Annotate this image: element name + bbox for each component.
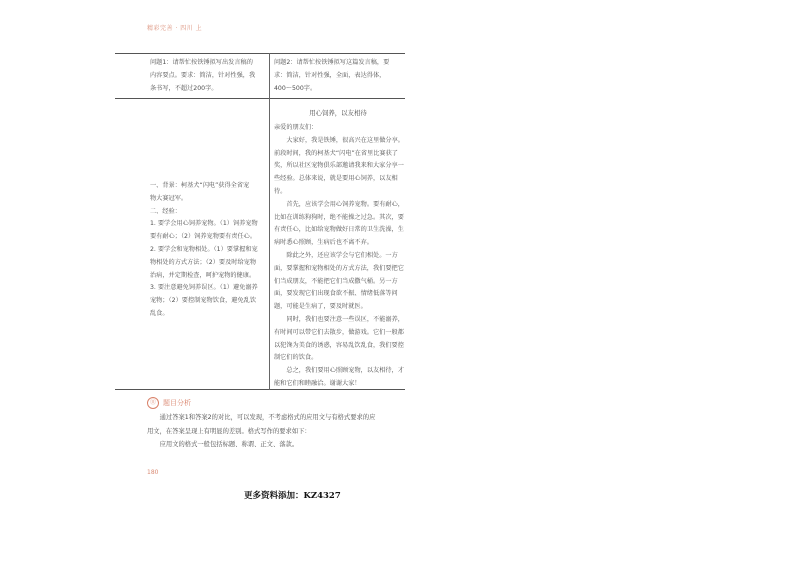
outline-line: 要有耐心；（2）饲养宠物要有责任心。 xyxy=(150,233,257,241)
table-row-rule xyxy=(115,98,405,99)
analysis-line: 通过答案1和答案2的对比，可以发现，不考虑格式的应用文与有格式要求的应 xyxy=(159,414,376,421)
speech-paragraph: 首先，应该学会用心饲养宠物。要有耐心，比如在训练狗狗时，绝不能操之过急。其次，要有责任心，比如给宠物做好日常的卫生洗澡，生病时悉心照顾，生病后也不离不弃。 xyxy=(274,200,404,247)
outline-line: 物大赛冠军。 xyxy=(150,194,188,202)
outline-line: 宠物；（2）要控制宠物饮食，避免乱饮 xyxy=(150,297,257,305)
outline-line: 一、背景：柯基犬“闪电”获得全省宠 xyxy=(150,182,250,189)
speech-salutation: 亲爱的朋友们： xyxy=(274,124,318,131)
outline-line: 物相处的方式方法；（2）要及时给宠物 xyxy=(150,258,257,266)
outline-line: 2. 要学会和宠物相处。（1）要掌握和宠 xyxy=(150,245,258,253)
table-top-rule xyxy=(115,53,405,54)
question-1-cell xyxy=(150,57,266,95)
outline-line: 治病，并定期检查，呵护宠物的健康。 xyxy=(150,271,256,279)
analysis-line: 应用文的格式一般包括标题、称谓、正文、落款。 xyxy=(159,441,299,448)
speech-body xyxy=(274,122,404,391)
page-number: 180 xyxy=(147,469,159,476)
answer-1-outline xyxy=(150,180,267,321)
analysis-line: 用文，在答案呈现上有明显的差别。格式写作的要求如下： xyxy=(147,427,311,435)
question-2-line: 求：简洁，针对性强，全面，表达得体， xyxy=(274,71,386,79)
speech-paragraph: 同时，我们也要注意一些误区，不能溺养，有时间可以带它们去散步，做游戏。它们一般都以犯馋为美食的诱惑，容易乱饮乱食，我们要控制它们的饮食。 xyxy=(274,315,404,362)
running-header: 精彩完善 · 四川 上 xyxy=(147,25,203,32)
question-1-line: 问题1：请帮忙按铁锤拟写出发言稿的 xyxy=(150,59,253,66)
speech-paragraph: 总之，我们要用心照顾宠物，以友相待，才能和它们和睦融洽。谢谢大家！ xyxy=(274,367,404,387)
speech-title: 用心饲养，以友相待 xyxy=(309,109,367,117)
question-2-line: 400～500字。 xyxy=(274,84,317,92)
outline-line: 1. 要学会用心饲养宠物。（1）饲养宠物 xyxy=(150,220,258,228)
outline-line: 乱食。 xyxy=(150,309,169,317)
analysis-text xyxy=(147,411,409,452)
question-1-line: 条书写，不超过200字。 xyxy=(150,84,218,92)
outline-line: 3. 要注意避免饲养误区。（1）避免溺养 xyxy=(150,284,258,292)
question-2-line: 问题2：请帮忙按铁锤拟写这篇发言稿，要 xyxy=(274,59,390,66)
section-number: ⑪ xyxy=(147,397,159,409)
section-title: 题目分析 xyxy=(163,399,191,407)
outline-line: 二、经验： xyxy=(150,207,181,215)
question-1-line: 内容要点。要求：简洁，针对性强，我 xyxy=(150,71,256,79)
question-2-cell xyxy=(274,57,404,95)
speech-paragraph: 大家好，我是铁锤，很高兴在这里做分享。前段时间，我的柯基犬“闪电”在省里比赛获了奖，所以社区宠物俱乐部邀请我来和大家分享一些经验。总体来说，就是要用心饲养，以友相待。 xyxy=(274,136,404,195)
speech-paragraph: 除此之外，还应该学会与它们相处。一方面，要掌握和宠物相处的方式方法，我们要把它们当成朋友，不能把它们当成撒气桶。另一方面，要发现它们出现食欲不振、情绪低落等问题，可能是生病了，要及时就医。 xyxy=(274,251,404,311)
section-heading xyxy=(147,397,191,409)
footer-note: 更多资料添加：KZ4327 xyxy=(244,491,341,501)
table-column-divider xyxy=(269,53,270,390)
